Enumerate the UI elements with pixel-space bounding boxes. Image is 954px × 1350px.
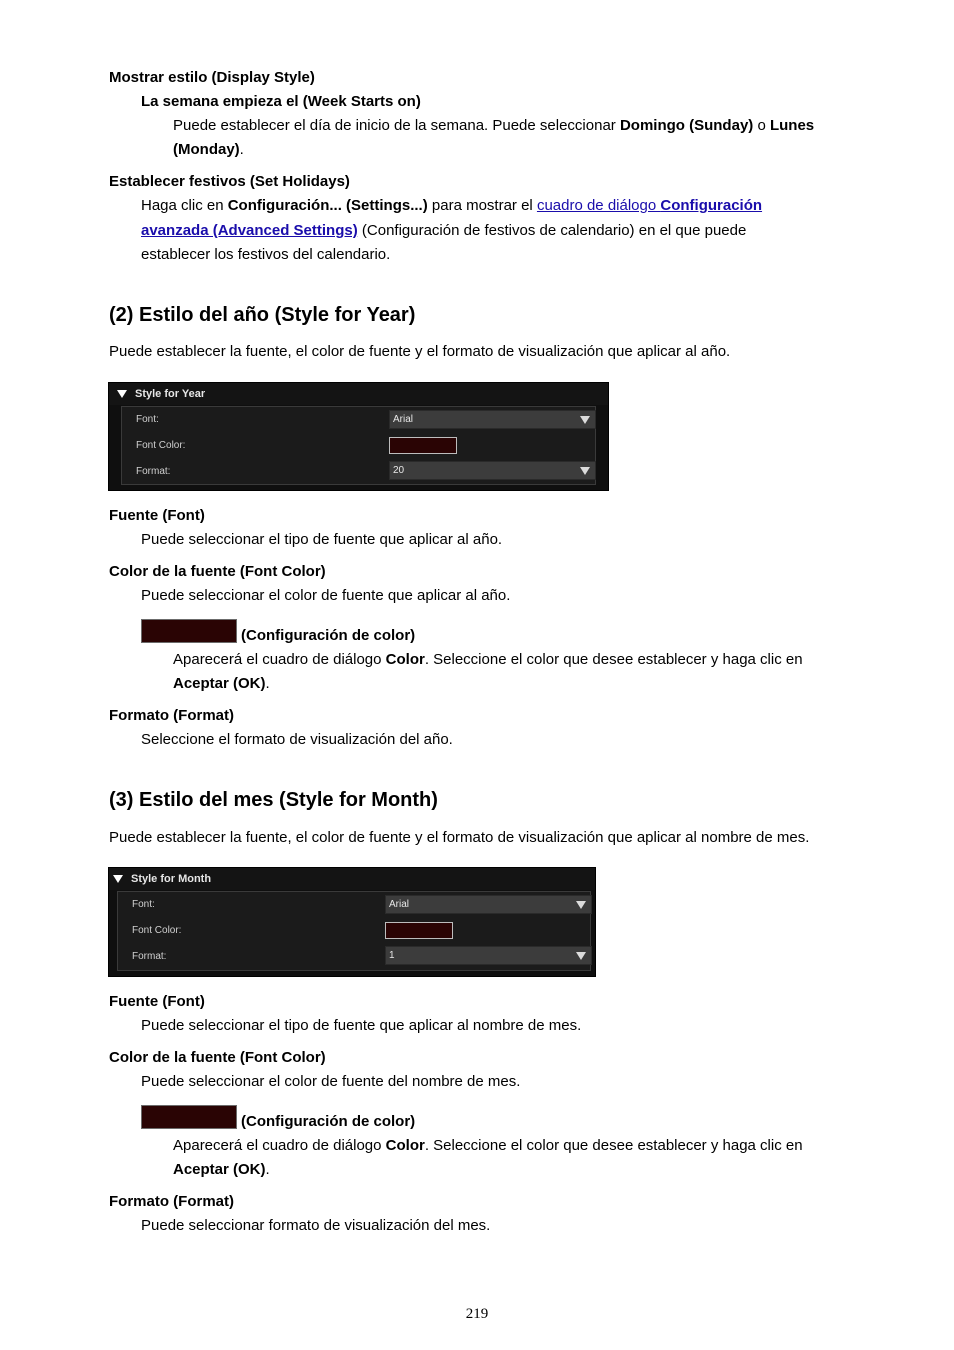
link-text-bold[interactable]: Configuración: [660, 197, 763, 214]
year-section-title: (2) Estilo del año (Style for Year): [109, 304, 416, 326]
color-dialog-name: Color: [385, 651, 425, 668]
link-text[interactable]: cuadro de diálogo: [536, 197, 661, 214]
month-color-dialog-text-line2: [173, 1158, 270, 1182]
ok-label: Aceptar (OK): [173, 675, 266, 692]
font-value: Arial: [389, 899, 410, 910]
format-row: [118, 945, 590, 970]
font-color-label: Font Color:: [136, 440, 186, 451]
dialog-text-part: . Seleccione el color que desee establecer y haga clic en: [424, 651, 803, 668]
format-select[interactable]: [389, 461, 596, 480]
period: .: [265, 1161, 270, 1178]
week-starts-text: [173, 114, 814, 138]
font-label: Font:: [132, 899, 155, 910]
week-starts-heading: La semana empieza el (Week Starts on): [141, 93, 421, 110]
style-for-month-panel: [108, 867, 596, 977]
holidays-text-line1: [141, 194, 762, 218]
month-font-text: Puede seleccionar el tipo de fuente que aplicar al nombre de mes.: [141, 1017, 582, 1034]
set-holidays-heading: Establecer festivos (Set Holidays): [109, 173, 350, 190]
week-starts-text-part: Puede establecer el día de inicio de la semana. Puede seleccionar: [173, 117, 620, 134]
monday-label-a: Lunes: [769, 117, 815, 134]
year-color-heading: Color de la fuente (Font Color): [109, 563, 326, 580]
month-format-text: Puede seleccionar formato de visualización del mes.: [141, 1217, 491, 1234]
month-color-settings-button[interactable]: [141, 1105, 237, 1129]
holidays-text-line2: [141, 219, 746, 243]
ok-label: Aceptar (OK): [173, 1161, 266, 1178]
font-row: [122, 408, 595, 433]
month-format-heading: Formato (Format): [109, 1193, 234, 1210]
format-label: Format:: [132, 951, 167, 962]
holidays-text-part: Haga clic en: [141, 197, 228, 214]
panel-title: Style for Month: [131, 873, 212, 885]
panel-title: Style for Year: [135, 388, 206, 400]
style-for-year-panel: [108, 382, 609, 491]
link-text-bold[interactable]: avanzada (Advanced Settings): [141, 222, 358, 239]
settings-label: Configuración... (Settings...): [227, 197, 428, 214]
format-row: [122, 460, 595, 485]
month-color-dialog-text: [173, 1134, 803, 1158]
dialog-text-part: Aparecerá el cuadro de diálogo: [173, 651, 386, 668]
panel-body: [117, 891, 591, 971]
dropdown-arrow-icon: [576, 952, 586, 960]
font-color-label: Font Color:: [132, 925, 182, 936]
month-section-intro: Puede establecer la fuente, el color de fuente y el formato de visualización que aplicar al nombre de mes.: [109, 829, 810, 846]
week-starts-text-line2: [173, 138, 244, 162]
font-row: [118, 893, 590, 918]
dialog-text-part: Aparecerá el cuadro de diálogo: [173, 1137, 386, 1154]
font-color-row: [122, 434, 595, 459]
font-value: Arial: [393, 414, 414, 425]
format-label: Format:: [136, 466, 171, 477]
sunday-label: Domingo (Sunday): [619, 117, 754, 134]
page-number: 219: [465, 1306, 489, 1322]
panel-title-bar[interactable]: [109, 383, 608, 405]
year-color-dialog-text-line2: [173, 672, 270, 696]
collapse-triangle-icon[interactable]: [117, 390, 127, 398]
collapse-triangle-icon[interactable]: [113, 875, 123, 883]
dropdown-arrow-icon: [576, 901, 586, 909]
font-select[interactable]: [389, 410, 596, 429]
font-color-swatch[interactable]: [385, 922, 453, 939]
year-font-heading: Fuente (Font): [109, 507, 205, 524]
dropdown-arrow-icon: [580, 416, 590, 424]
dialog-text-part: . Seleccione el color que desee establecer y haga clic en: [424, 1137, 803, 1154]
format-select[interactable]: [385, 946, 592, 965]
period: .: [265, 675, 270, 692]
holidays-text-part: para mostrar el: [427, 197, 537, 214]
or-text: o: [753, 117, 770, 134]
month-section-title: (3) Estilo del mes (Style for Month): [109, 789, 438, 811]
period: .: [239, 141, 244, 158]
month-color-button-label: (Configuración de color): [241, 1113, 416, 1130]
year-format-heading: Formato (Format): [109, 707, 234, 724]
year-format-text: Seleccione el formato de visualización del año.: [141, 731, 453, 748]
year-section-intro: Puede establecer la fuente, el color de fuente y el formato de visualización que aplicar al año.: [109, 343, 731, 360]
month-color-text: Puede seleccionar el color de fuente del nombre de mes.: [141, 1073, 521, 1090]
format-value: 20: [393, 465, 405, 476]
month-font-heading: Fuente (Font): [109, 993, 205, 1010]
month-color-heading: Color de la fuente (Font Color): [109, 1049, 326, 1066]
display-style-heading: Mostrar estilo (Display Style): [109, 69, 315, 86]
holidays-text-line3: establecer los festivos del calendario.: [141, 246, 391, 263]
year-color-button-label: (Configuración de color): [241, 627, 416, 644]
year-font-text: Puede seleccionar el tipo de fuente que aplicar al año.: [141, 531, 503, 548]
format-value: 1: [389, 950, 395, 961]
holidays-text-part: (Configuración de festivos de calendario) en el que puede: [357, 222, 747, 239]
panel-body: [121, 406, 596, 485]
panel-title-bar[interactable]: [109, 868, 595, 890]
year-color-dialog-text: [173, 648, 803, 672]
year-color-text: Puede seleccionar el color de fuente que aplicar al año.: [141, 587, 511, 604]
monday-label-b: (Monday): [173, 141, 240, 158]
font-label: Font:: [136, 414, 159, 425]
advanced-settings-link-cont[interactable]: [141, 222, 358, 239]
advanced-settings-link[interactable]: [537, 197, 762, 214]
font-select[interactable]: [385, 895, 592, 914]
color-dialog-name: Color: [385, 1137, 425, 1154]
dropdown-arrow-icon: [580, 467, 590, 475]
font-color-swatch[interactable]: [389, 437, 457, 454]
font-color-row: [118, 919, 590, 944]
year-color-settings-button[interactable]: [141, 619, 237, 643]
